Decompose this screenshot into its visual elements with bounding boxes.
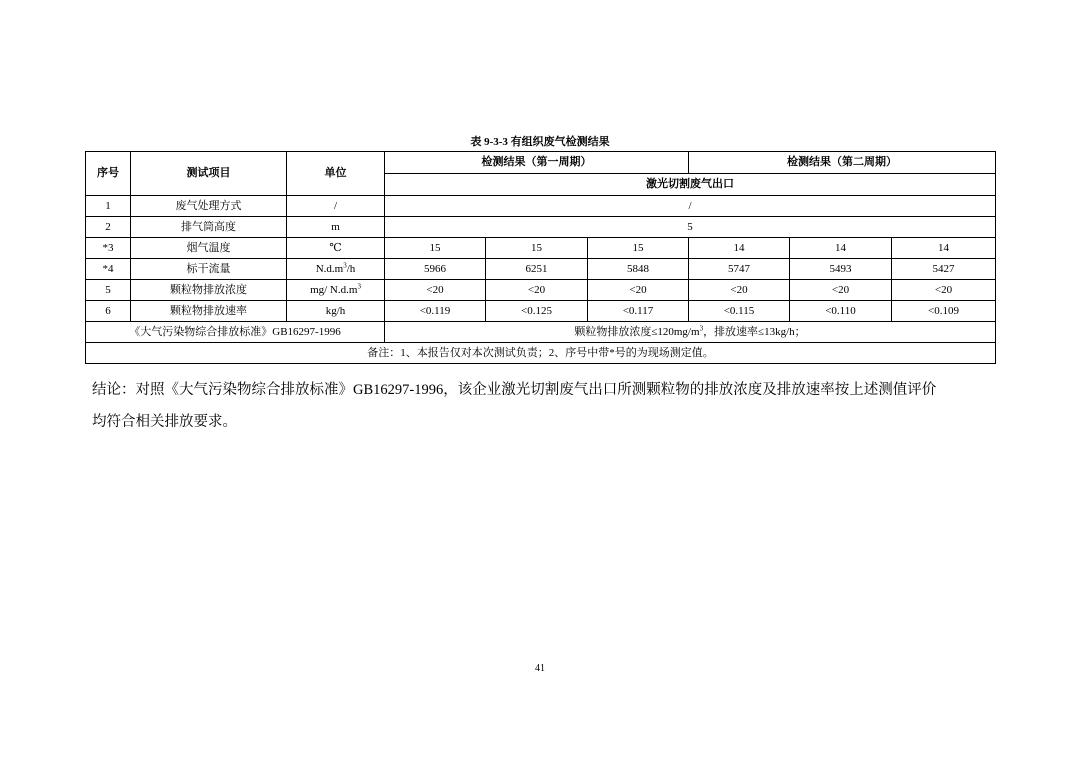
header-row-1 xyxy=(86,152,996,174)
row-unit: kg/h xyxy=(287,301,385,322)
results-table xyxy=(85,151,996,364)
row-seq: 2 xyxy=(86,217,131,238)
cell-value: 14 xyxy=(689,238,790,259)
row-seq: *4 xyxy=(86,259,131,280)
table-title: 表 9-3-3 有组织废气检测结果 xyxy=(470,136,610,148)
row-seq: 6 xyxy=(86,301,131,322)
header-seq: 序号 xyxy=(86,152,131,196)
cell-value: 15 xyxy=(486,238,588,259)
cell-value: <20 xyxy=(790,280,892,301)
cell-value: 15 xyxy=(385,238,486,259)
cell-value: <0.115 xyxy=(689,301,790,322)
cell-value: 15 xyxy=(588,238,689,259)
row-seq: 1 xyxy=(86,196,131,217)
cell-value: <20 xyxy=(892,280,996,301)
table-row xyxy=(86,280,996,301)
row-seq: *3 xyxy=(86,238,131,259)
row-merged-value: 5 xyxy=(385,217,996,238)
cell-value: 5493 xyxy=(790,259,892,280)
row-unit xyxy=(287,280,385,301)
conclusion-paragraph xyxy=(92,374,992,438)
standard-row xyxy=(86,322,996,343)
cell-value: 6251 xyxy=(486,259,588,280)
standard-label: 《大气污染物综合排放标准》GB16297-1996 xyxy=(86,322,385,343)
cell-value: <0.119 xyxy=(385,301,486,322)
cell-value: 5966 xyxy=(385,259,486,280)
unit-superscript: 3 xyxy=(357,281,361,290)
cell-value: <20 xyxy=(588,280,689,301)
row-item: 烟气温度 xyxy=(131,238,287,259)
cell-value: <20 xyxy=(385,280,486,301)
row-item: 颗粒物排放浓度 xyxy=(131,280,287,301)
cell-value: 5747 xyxy=(689,259,790,280)
cell-value: <0.125 xyxy=(486,301,588,322)
unit-tail: /h xyxy=(346,262,356,275)
standard-limit-pre: 颗粒物排放浓度≤120mg/m xyxy=(574,325,700,338)
header-unit: 单位 xyxy=(287,152,385,196)
row-item: 排气筒高度 xyxy=(131,217,287,238)
unit-base: N.d.m xyxy=(315,262,344,275)
row-unit: m xyxy=(287,217,385,238)
note-row xyxy=(86,343,996,364)
row-unit xyxy=(287,259,385,280)
row-unit: ℃ xyxy=(287,238,385,259)
row-item: 标干流量 xyxy=(131,259,287,280)
table-note: 备注：1、本报告仅对本次测试负责；2、序号中带*号的为现场测定值。 xyxy=(86,343,996,364)
row-merged-value: / xyxy=(385,196,996,217)
conclusion-line-1: 结论：对照《大气污染物综合排放标准》GB16297-1996，该企业激光切割废气出口所测颗粒物的排放浓度及排放速率按上述测值评价 xyxy=(92,382,937,398)
row-item: 废气处理方式 xyxy=(131,196,287,217)
standard-limit-superscript: 3 xyxy=(699,323,704,332)
cell-value: <0.110 xyxy=(790,301,892,322)
table-row xyxy=(86,196,996,217)
table-row xyxy=(86,259,996,280)
header-item: 测试项目 xyxy=(131,152,287,196)
unit-base: mg/ N.d.m xyxy=(310,283,358,296)
cell-value: <20 xyxy=(689,280,790,301)
cell-value: <0.117 xyxy=(588,301,689,322)
cell-value: <20 xyxy=(486,280,588,301)
cell-value: <0.109 xyxy=(892,301,996,322)
table-row xyxy=(86,238,996,259)
standard-limit-post: ，排放速率≤13kg/h； xyxy=(703,325,806,338)
header-location: 激光切割废气出口 xyxy=(385,174,996,196)
row-seq: 5 xyxy=(86,280,131,301)
page-number: 41 xyxy=(535,663,545,674)
row-item: 颗粒物排放速率 xyxy=(131,301,287,322)
header-week2: 检测结果（第二周期） xyxy=(689,152,996,174)
standard-limit xyxy=(385,322,996,343)
cell-value: 5427 xyxy=(892,259,996,280)
cell-value: 5848 xyxy=(588,259,689,280)
unit-superscript: 3 xyxy=(343,260,347,269)
cell-value: 14 xyxy=(790,238,892,259)
conclusion-line-2: 均符合相关排放要求。 xyxy=(92,414,237,430)
cell-value: 14 xyxy=(892,238,996,259)
row-unit: / xyxy=(287,196,385,217)
table-row xyxy=(86,217,996,238)
table-row xyxy=(86,301,996,322)
header-week1: 检测结果（第一周期） xyxy=(385,152,689,174)
